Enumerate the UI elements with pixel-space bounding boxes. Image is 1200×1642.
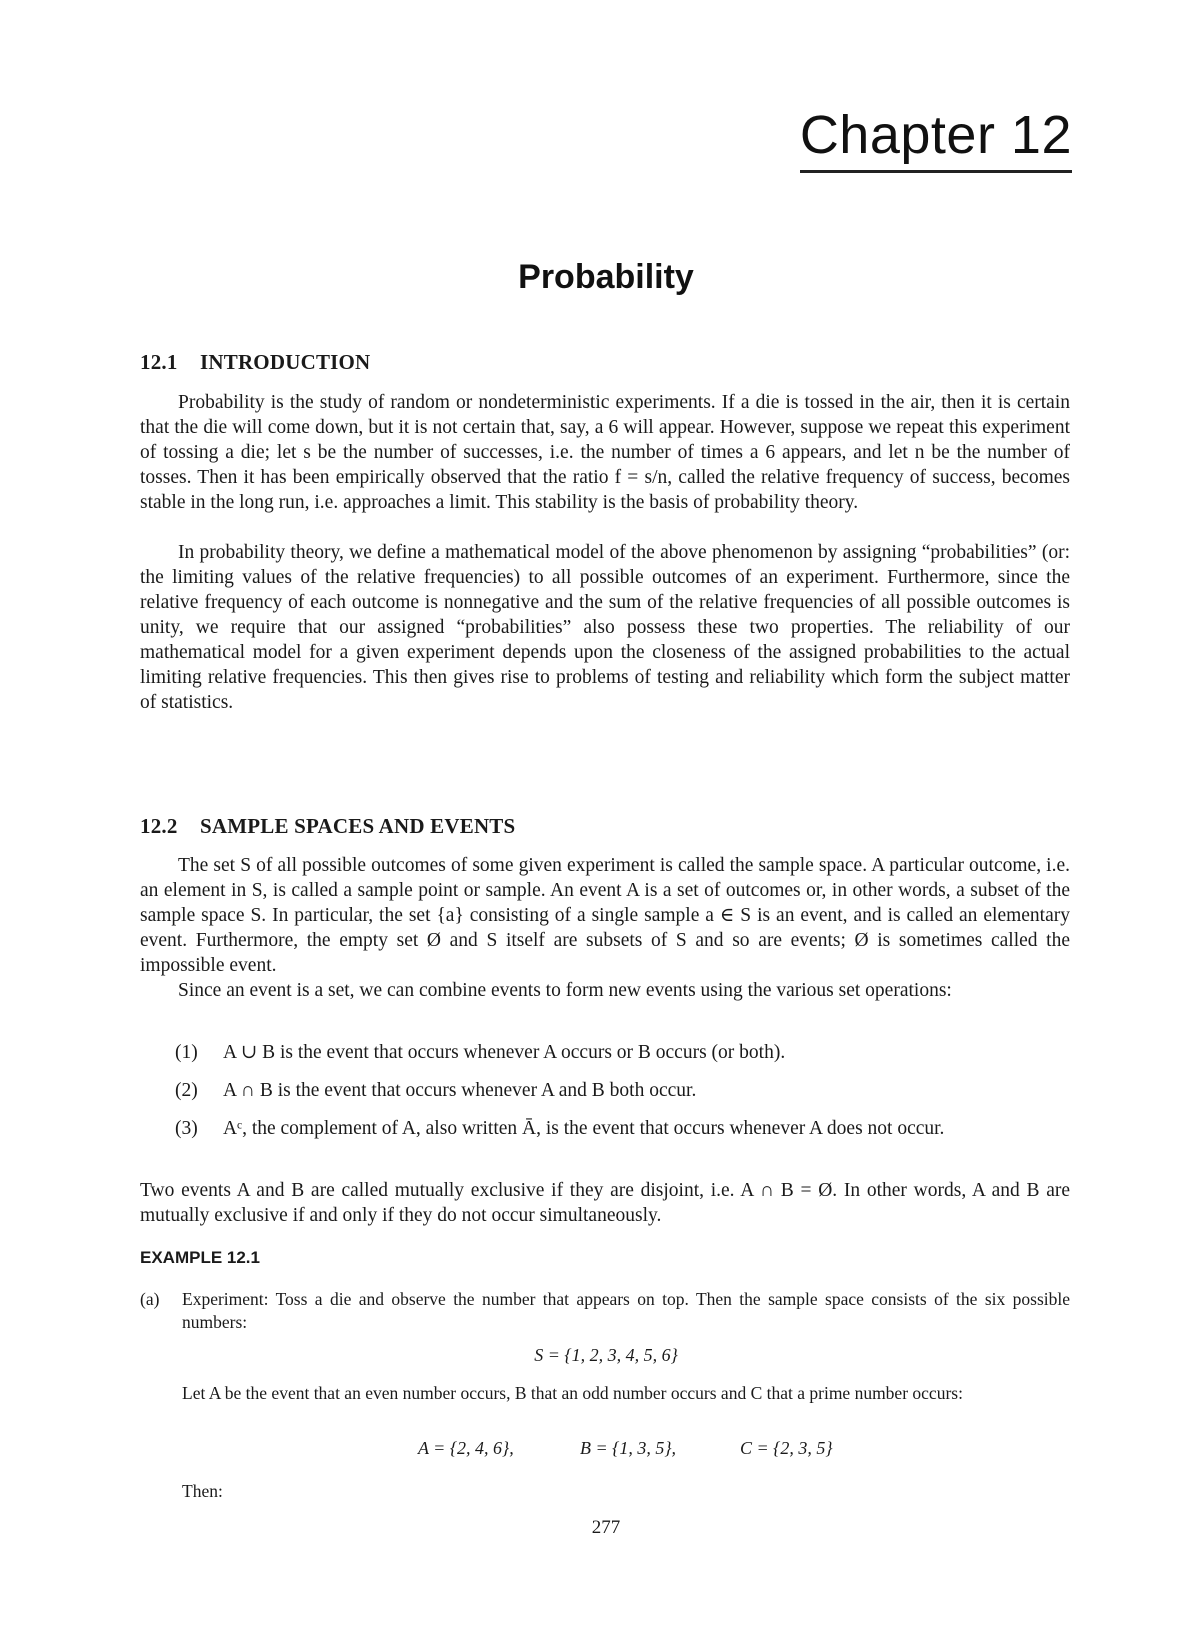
sample-space-equation: S = {1, 2, 3, 4, 5, 6} bbox=[534, 1345, 678, 1365]
set-c-equation: C = {2, 3, 5} bbox=[740, 1438, 833, 1458]
example-heading: EXAMPLE 12.1 bbox=[140, 1248, 260, 1267]
page-number: 277 bbox=[591, 1517, 621, 1538]
list-text: Aᶜ, the complement of A, also written Ā, is the event that occurs whenever A does not occur. bbox=[223, 1118, 945, 1139]
paragraph: The set S of all possible outcomes of some given experiment is called the sample space. A particular outcome, i.e. an element in S, is called a sample point or sample. An event A is a set of outcomes or, in other words, a subset of the sample space S. In particular, the set {a} consisting of a single sample a ∈ S is an event, and is called an elementary event. Furthermore, the empty set Ø and S itself are subsets of S and so are events; Ø is sometimes called the impossible event. bbox=[140, 855, 1070, 976]
section-number: 12.2 bbox=[140, 814, 178, 838]
paragraph: Since an event is a set, we can combine events to form new events using the various set operations: bbox=[178, 980, 952, 1001]
section-number: 12.1 bbox=[140, 350, 178, 374]
list-item bbox=[175, 1116, 1070, 1141]
paragraph: Probability is the study of random or nondeterministic experiments. If a die is tossed in the air, then it is certain that the die will come down, but it is not certain that, say, a 6 will appear. However, suppose we repeat this experiment of tossing a die; let s be the number of successes, i.e. the number of times a 6 appears, and let n be the number of tosses. Then it has been empirically observed that the ratio f = s/n, called the relative frequency of success, becomes stable in the long run, i.e. approaches a limit. This stability is the basis of probability theory. bbox=[140, 392, 1070, 513]
example-text: Experiment: Toss a die and observe the number that appears on top. Then the sample space consists of the six possible numbers: bbox=[182, 1289, 1070, 1332]
section-heading-introduction bbox=[140, 350, 370, 375]
paragraph: In probability theory, we define a mathematical model of the above phenomenon by assigning “probabilities” (or: the limiting values of the relative frequencies) to all possible outcomes of an experiment. Furthermore, since the relative frequency of each outcome is nonnegative and the sum of the relative frequencies of all possible outcomes is unity, we require that our assigned “probabilities” also possess these two properties. The reliability of our mathematical model for a given experiment depends upon the closeness of the assigned probabilities to the actual limiting relative frequencies. This then gives rise to problems of testing and reliability which form the subject matter of statistics. bbox=[140, 542, 1070, 713]
set-a-equation: A = {2, 4, 6}, bbox=[418, 1438, 514, 1458]
section-title: SAMPLE SPACES AND EVENTS bbox=[200, 814, 516, 838]
list-item bbox=[175, 1078, 1070, 1103]
list-item bbox=[175, 1040, 1070, 1065]
list-marker: (3) bbox=[175, 1118, 198, 1139]
list-marker: (1) bbox=[175, 1042, 198, 1063]
example-marker: (a) bbox=[140, 1289, 160, 1309]
chapter-label: Chapter 12 bbox=[800, 108, 1072, 173]
section-title: INTRODUCTION bbox=[200, 350, 371, 374]
chapter-title: Probability bbox=[518, 258, 694, 296]
list-text: A ∩ B is the event that occurs whenever A and B both occur. bbox=[223, 1080, 697, 1101]
example-text: Let A be the event that an even number occurs, B that an odd number occurs and C that a prime number occurs: bbox=[182, 1383, 963, 1403]
example-part-a bbox=[140, 1288, 1070, 1334]
paragraph: Two events A and B are called mutually exclusive if they are disjoint, i.e. A ∩ B = Ø. In other words, A and B are mutually exclusive if and only if they do not occur simultaneously. bbox=[140, 1180, 1070, 1226]
list-marker: (2) bbox=[175, 1080, 198, 1101]
set-b-equation: B = {1, 3, 5}, bbox=[580, 1438, 677, 1458]
example-text: Then: bbox=[182, 1481, 223, 1501]
section-heading-sample-spaces bbox=[140, 814, 515, 839]
list-text: A ∪ B is the event that occurs whenever A occurs or B occurs (or both). bbox=[223, 1042, 786, 1063]
